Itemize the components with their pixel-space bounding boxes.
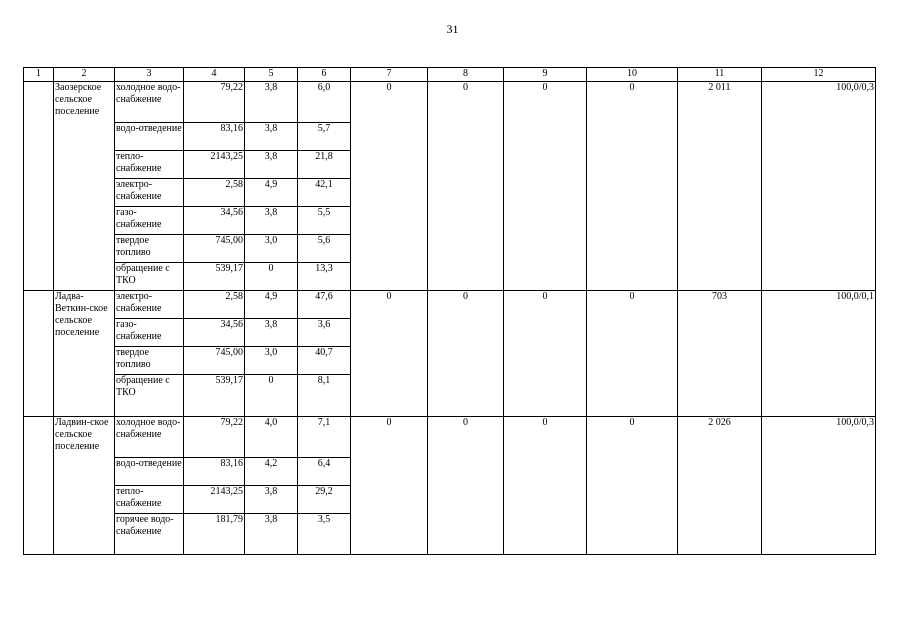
- column-8-value: 0: [428, 291, 504, 417]
- column-9-value: 0: [504, 417, 587, 555]
- share-value: 3,5: [298, 514, 351, 555]
- tariff-value: 745,00: [184, 235, 245, 263]
- population-value: 703: [678, 291, 762, 417]
- population-value: 2 026: [678, 417, 762, 555]
- tariff-value: 34,56: [184, 207, 245, 235]
- tariff-value: 2,58: [184, 291, 245, 319]
- tariff-value: 2,58: [184, 179, 245, 207]
- column-number: 6: [298, 68, 351, 82]
- growth-index: 3,0: [245, 347, 298, 375]
- share-value: 6,0: [298, 82, 351, 123]
- growth-index: 3,8: [245, 82, 298, 123]
- column-number: 3: [115, 68, 184, 82]
- settlement-name: Ладвин-ское сельское поселение: [54, 417, 115, 555]
- column-10-value: 0: [587, 291, 678, 417]
- column-number: 8: [428, 68, 504, 82]
- utility-type: обращение с ТКО: [115, 375, 184, 417]
- column-number: 9: [504, 68, 587, 82]
- table-row: [24, 291, 876, 319]
- column-number: 5: [245, 68, 298, 82]
- share-value: 6,4: [298, 458, 351, 486]
- tariff-value: 2143,25: [184, 486, 245, 514]
- column-number: 4: [184, 68, 245, 82]
- column-9-value: 0: [504, 82, 587, 291]
- column-7-value: 0: [351, 82, 428, 291]
- tariff-value: 2143,25: [184, 151, 245, 179]
- utility-type: электро-снабжение: [115, 179, 184, 207]
- column-7-value: 0: [351, 417, 428, 555]
- growth-index: 3,0: [245, 235, 298, 263]
- tariff-value: 34,56: [184, 319, 245, 347]
- column-8-value: 0: [428, 417, 504, 555]
- column-number: 1: [24, 68, 54, 82]
- page-number: 31: [446, 22, 459, 36]
- utility-type: холодное водо-снабжение: [115, 417, 184, 458]
- tariff-value: 539,17: [184, 375, 245, 417]
- utility-type: твердое топливо: [115, 347, 184, 375]
- column-7-value: 0: [351, 291, 428, 417]
- table-row: [24, 417, 876, 458]
- utility-type: электро-снабжение: [115, 291, 184, 319]
- share-value: 47,6: [298, 291, 351, 319]
- settlement-name: Заозерское сельское поселение: [54, 82, 115, 291]
- utility-type: водо-отведение: [115, 458, 184, 486]
- table-row: [24, 82, 876, 123]
- settlement-name: Ладва-Веткин-ское сельское поселение: [54, 291, 115, 417]
- growth-index: 3,8: [245, 151, 298, 179]
- growth-index: 4,9: [245, 291, 298, 319]
- share-value: 40,7: [298, 347, 351, 375]
- share-value: 3,6: [298, 319, 351, 347]
- share-value: 21,8: [298, 151, 351, 179]
- tariff-value: 79,22: [184, 82, 245, 123]
- share-value: 5,5: [298, 207, 351, 235]
- share-ratio: 100,0/0,3: [762, 82, 876, 291]
- share-value: 5,7: [298, 123, 351, 151]
- growth-index: 4,9: [245, 179, 298, 207]
- column-8-value: 0: [428, 82, 504, 291]
- growth-index: 4,0: [245, 417, 298, 458]
- column-10-value: 0: [587, 82, 678, 291]
- column-number: 11: [678, 68, 762, 82]
- growth-index: 3,8: [245, 123, 298, 151]
- growth-index: 4,2: [245, 458, 298, 486]
- growth-index: 3,8: [245, 319, 298, 347]
- growth-index: 0: [245, 263, 298, 291]
- growth-index: 3,8: [245, 207, 298, 235]
- column-number: 7: [351, 68, 428, 82]
- growth-index: 0: [245, 375, 298, 417]
- tariff-value: 79,22: [184, 417, 245, 458]
- column-number: 2: [54, 68, 115, 82]
- column-9-value: 0: [504, 291, 587, 417]
- utility-type: тепло-снабжение: [115, 151, 184, 179]
- row-number-cell: [24, 82, 54, 291]
- tariff-value: 539,17: [184, 263, 245, 291]
- column-number-row: [24, 68, 876, 82]
- utility-type: обращение с ТКО: [115, 263, 184, 291]
- share-value: 13,3: [298, 263, 351, 291]
- population-value: 2 011: [678, 82, 762, 291]
- tariff-value: 83,16: [184, 458, 245, 486]
- row-number-cell: [24, 291, 54, 417]
- utility-type: твердое топливо: [115, 235, 184, 263]
- utility-type: газо-снабжение: [115, 319, 184, 347]
- utility-type: тепло-снабжение: [115, 486, 184, 514]
- column-number: 10: [587, 68, 678, 82]
- growth-index: 3,8: [245, 486, 298, 514]
- tariff-value: 181,79: [184, 514, 245, 555]
- tariff-value: 83,16: [184, 123, 245, 151]
- utility-type: водо-отведение: [115, 123, 184, 151]
- tariff-value: 745,00: [184, 347, 245, 375]
- share-value: 7,1: [298, 417, 351, 458]
- tariff-table: [23, 67, 876, 555]
- row-number-cell: [24, 417, 54, 555]
- share-ratio: 100,0/0,3: [762, 417, 876, 555]
- growth-index: 3,8: [245, 514, 298, 555]
- utility-type: горячее водо-снабжение: [115, 514, 184, 555]
- share-value: 42,1: [298, 179, 351, 207]
- share-value: 29,2: [298, 486, 351, 514]
- utility-type: холодное водо-снабжение: [115, 82, 184, 123]
- share-ratio: 100,0/0,1: [762, 291, 876, 417]
- share-value: 8,1: [298, 375, 351, 417]
- share-value: 5,6: [298, 235, 351, 263]
- column-number: 12: [762, 68, 876, 82]
- column-10-value: 0: [587, 417, 678, 555]
- utility-type: газо-снабжение: [115, 207, 184, 235]
